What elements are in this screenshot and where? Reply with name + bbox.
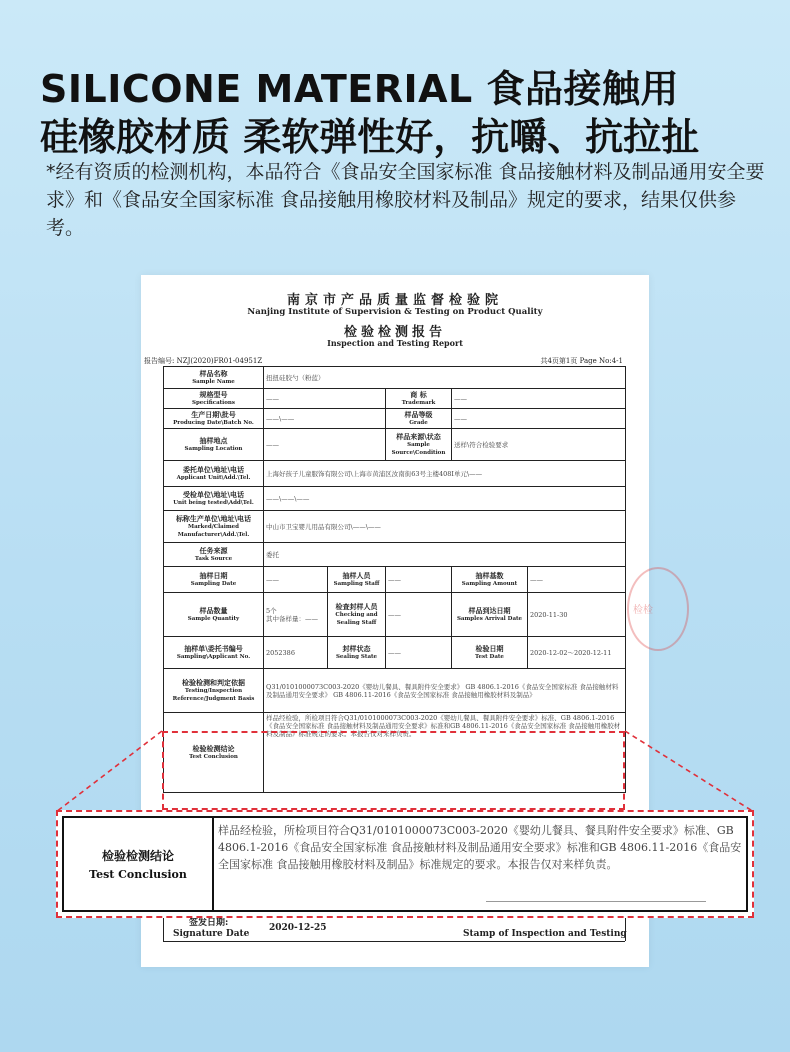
row-label: 抽样单\委托书编号 Sampling\Applicant No. bbox=[164, 637, 264, 669]
row-value: —— bbox=[264, 389, 386, 409]
row-label: 抽样地点 Sampling Location bbox=[164, 429, 264, 461]
institute-name-en: Nanjing Institute of Supervision & Testing on Product Quality bbox=[247, 307, 543, 317]
row-label: 抽样基数 Sampling Amount bbox=[452, 567, 528, 593]
row-value: —— bbox=[452, 409, 626, 429]
row-label: 规格型号 Specifications bbox=[164, 389, 264, 409]
row-label: 样品数量 Sample Quantity bbox=[164, 593, 264, 637]
zoom-label-cn: 检验检测结论 bbox=[101, 849, 174, 863]
row-label: 封样状态 Sealing State bbox=[328, 637, 386, 669]
row-value: 委托 bbox=[264, 543, 626, 567]
institute-name-cn: 南京市产品质量监督检验院 bbox=[286, 293, 503, 308]
row-value: —— bbox=[386, 593, 452, 637]
row-label: 标称生产单位\地址\电话 Marked/Claimed Manufacturer\Add.\Tel. bbox=[164, 511, 264, 543]
row-value: Q31/0101000073C003-2020《婴幼儿餐具、餐具附件安全要求》 GB 4806.1-2016《食品安全国家标准 食品接触材料及制品通用安全要求》 GB 4806.11-2016《食品安全国家标准 食品接触用橡胶材料及制品》 bbox=[264, 669, 626, 713]
report-number: 报告编号: NZJ(2020)FR01-04951Z bbox=[144, 357, 263, 365]
row-value: ——\——\—— bbox=[264, 487, 626, 511]
row-value: —— bbox=[264, 429, 386, 461]
row-label: 检验日期 Test Date bbox=[452, 637, 528, 669]
row-label: 检验检测结论 Test Conclusion bbox=[164, 713, 264, 793]
row-value: —— bbox=[264, 567, 328, 593]
row-value: 扭扭硅胶勺（粉蓝） bbox=[264, 367, 626, 389]
row-label: 生产日期\批号 Producing Date\Batch No. bbox=[164, 409, 264, 429]
row-value: 5个 其中备样量：—— bbox=[264, 593, 328, 637]
row-value: 样品经检验，所检项目符合Q31/0101000073C003-2020《婴幼儿餐具、餐具附件安全要求》标准、GB 4806.1-2016《食品安全国家标准 食品接触材料及制品通用安全要求》标准和GB 4806.11-2016《食品安全国家标准 食品接触用橡胶材料及制品》标准规定的要求。本报告仅对来样负责。 bbox=[264, 713, 626, 793]
row-label: 抽样日期 Sampling Date bbox=[164, 567, 264, 593]
signature-date: 2020-12-25 bbox=[269, 923, 327, 933]
report-title-cn: 检验检测报告 bbox=[343, 325, 446, 340]
row-value: 中山市卫宝婴儿用品有限公司\——\—— bbox=[264, 511, 626, 543]
zoom-label-en: Test Conclusion bbox=[89, 868, 187, 881]
row-label: 样品来源\状态 Sample Source\Condition bbox=[386, 429, 452, 461]
row-label: 商 标 Trademark bbox=[386, 389, 452, 409]
row-label: 检查封样人员 Checking and Sealing Staff bbox=[328, 593, 386, 637]
row-label: 抽样人员 Sampling Staff bbox=[328, 567, 386, 593]
signature-line bbox=[486, 901, 706, 902]
headline-line2: 硅橡胶材质 柔软弹性好，抗嚼、抗拉扯 bbox=[40, 115, 700, 159]
row-value: —— bbox=[452, 389, 626, 409]
report-title-en: Inspection and Testing Report bbox=[327, 338, 463, 348]
row-value: —— bbox=[528, 567, 626, 593]
row-value: ——\—— bbox=[264, 409, 386, 429]
row-label: 样品等级 Grade bbox=[386, 409, 452, 429]
row-value: —— bbox=[386, 567, 452, 593]
row-label: 任务来源 Task Source bbox=[164, 543, 264, 567]
row-label: 受检单位\地址\电话 Unit being tested\Add\Tel. bbox=[164, 487, 264, 511]
zoom-conclusion-text: 样品经检验，所检项目符合Q31/0101000073C003-2020《婴幼儿餐具、餐具附件安全要求》标准、GB 4806.1-2016《食品安全国家标准 食品接触材料及制品通用安全要求》标准和GB 4806.11-2016《食品安全国家标准 食品接触用橡胶材料及制品》标准规定的要求。本报告仅对来样负责。 bbox=[218, 824, 742, 871]
row-label: 样品名称 Sample Name bbox=[164, 367, 264, 389]
row-value: 送样\符合检验要求 bbox=[452, 429, 626, 461]
row-value: 上海好孩子儿童服饰有限公司\上海市黄浦区汝南街63号主楼408Ⅰ单元\—— bbox=[264, 461, 626, 487]
certification-note: *经有资质的检测机构，本品符合《食品安全国家标准 食品接触材料及制品通用安全要求》和《食品安全国家标准 食品接触用橡胶材料及制品》规定的要求，结果仅供参考。 bbox=[46, 161, 765, 239]
row-value: —— bbox=[386, 637, 452, 669]
row-value: 2020-12-02～2020-12-11 bbox=[528, 637, 626, 669]
row-value: 2020-11-30 bbox=[528, 593, 626, 637]
zoom-label bbox=[64, 818, 214, 910]
signature-label-cn: 签发日期: bbox=[189, 918, 229, 928]
official-seal: 检检 bbox=[627, 567, 689, 651]
row-label: 委托单位\地址\电话 Applicant Unit\Add.\Tel. bbox=[164, 461, 264, 487]
row-value: 2052386 bbox=[264, 637, 328, 669]
stamp-label: Stamp of Inspection and Testing bbox=[463, 929, 627, 939]
signature-label-en: Signature Date bbox=[173, 929, 250, 939]
zoom-text bbox=[214, 818, 746, 910]
page-number: 共4页第1页 Page No:4-1 bbox=[540, 357, 623, 365]
row-label: 检验检测和判定依据 Testing/Inspection Reference/Judgment Basis bbox=[164, 669, 264, 713]
headline-line1: SILICONE MATERIAL 食品接触用 bbox=[40, 67, 679, 111]
row-label: 样品到达日期 Samples Arrival Date bbox=[452, 593, 528, 637]
zoomed-conclusion bbox=[56, 810, 754, 918]
